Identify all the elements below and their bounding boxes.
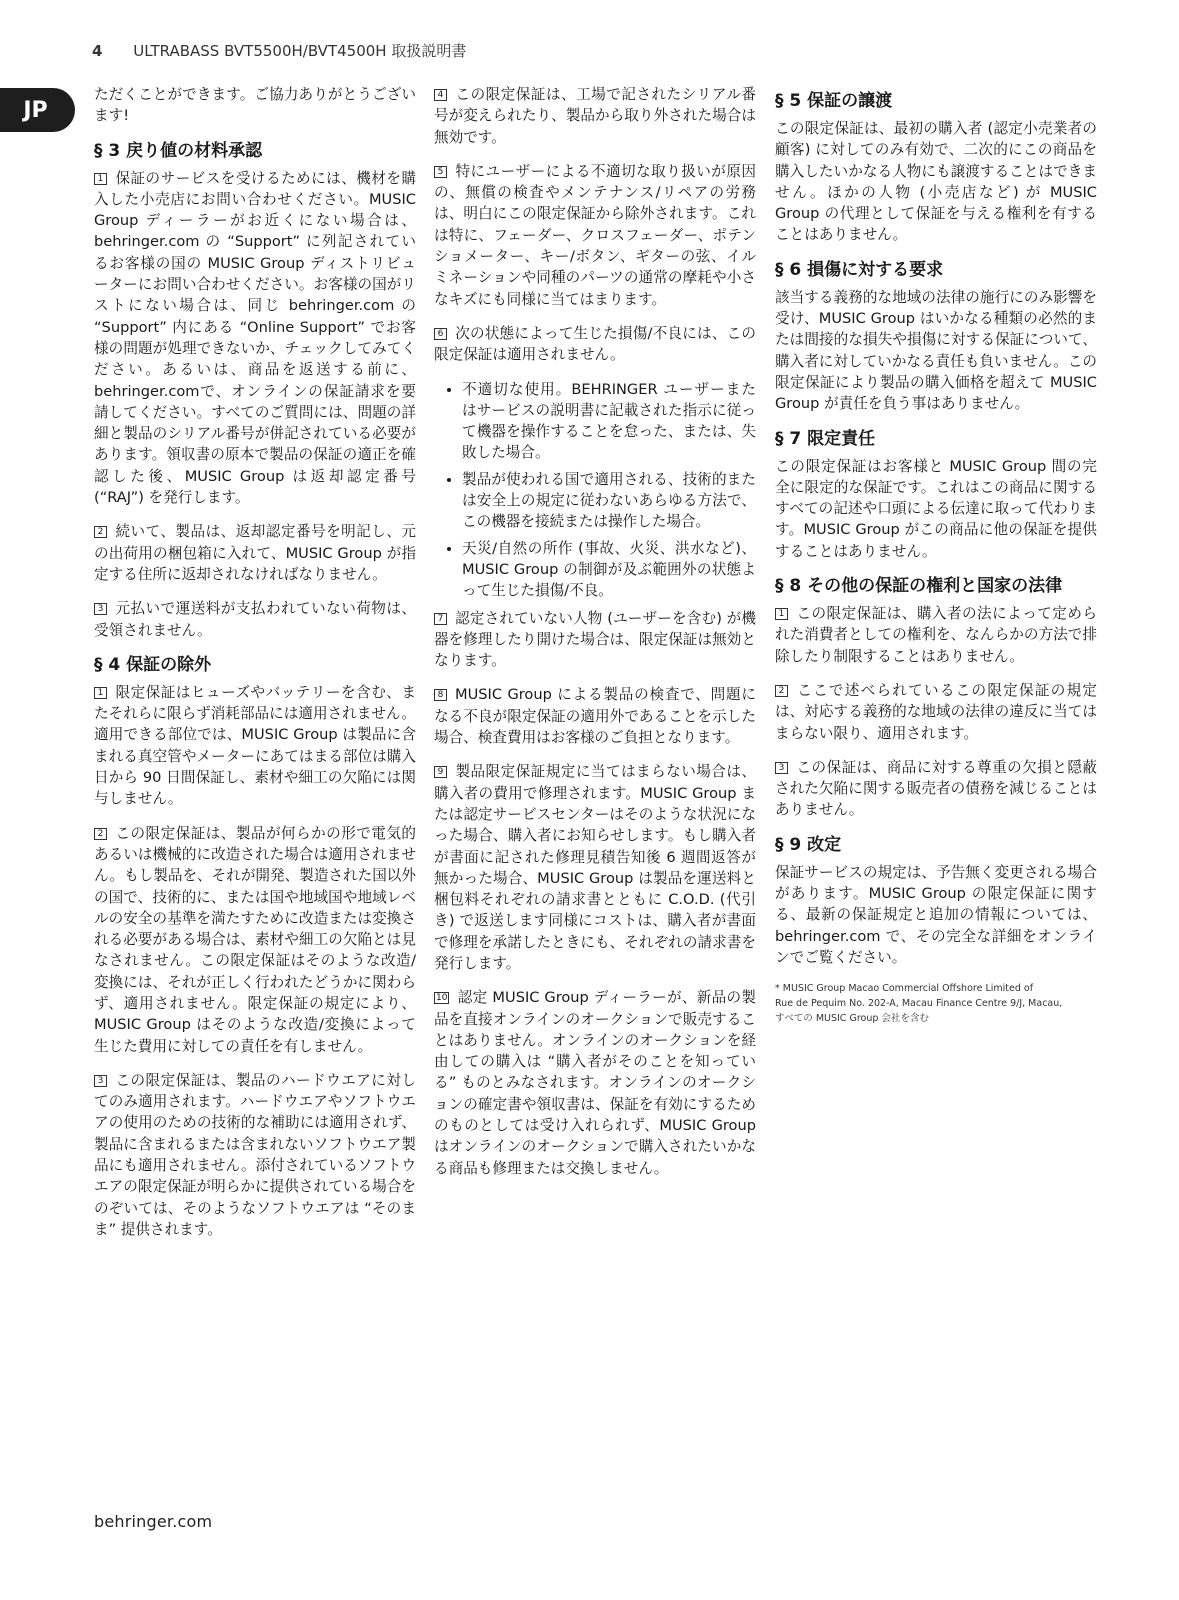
section-4-item xyxy=(434,684,756,748)
item-text: 続いて、製品は、返却認定番号を明記し、元の出荷用の梱包箱に入れて、MUSIC Group が指定する住所に返却されなければなりません。 xyxy=(94,523,416,583)
page-number: 4 xyxy=(92,42,103,60)
column-3 xyxy=(775,84,1097,1026)
section-4-item xyxy=(434,84,756,148)
column-1 xyxy=(94,84,416,1253)
footnote-line: Rue de Pequim No. 202-A, Macau Finance Centre 9/J, Macau, xyxy=(775,998,1063,1010)
item-text: 認定されていない人物 (ユーザーを含む) が機器を修理したり開けた場合は、限定保証は無効となります。 xyxy=(434,609,756,670)
item-number: 7 xyxy=(434,613,447,625)
page-header xyxy=(92,40,466,61)
language-tab: JP xyxy=(0,88,75,132)
item-text: ここで述べられているこの限定保証の規定は、対応する義務的な地域の法律の違反に当てはまらない限り、適用されます。 xyxy=(775,681,1097,742)
section-6-heading: § 6 損傷に対する要求 xyxy=(775,259,944,280)
section-6-text: 該当する義務的な地域の法律の施行にのみ影響を受け、MUSIC Group はいかなる種類の必然的または間接的な損失や損傷に対する保証について、購入者に対していかなる責任も負いません。この限定保証により製品の購入価格を超えて MUSIC Group が責任を負う事はありません。 xyxy=(775,288,1097,413)
section-4-heading: § 4 保証の除外 xyxy=(94,654,212,675)
item-text: この限定保証は、工場で記されたシリアル番号が変えられたり、製品から取り外された場合は無効です。 xyxy=(434,86,756,146)
footnote-line: * MUSIC Group Macao Commercial Offshore Limited of xyxy=(775,983,1034,995)
item-number: 2 xyxy=(94,828,107,840)
item-text: 保証のサービスを受けるためには、機材を購入した小売店にお問い合わせください。MUSIC Group ディーラーがお近くにない場合は、behringer.com の “Support” に列記されているお客様の国の MUSIC Group ディストリビューターにお問い合わせください。お客様の国がリストにない場合は、同じ behringer.com の “Support” 内にある “Online Support” でお客様の問題が処理できないか、チェックしてみてください。あるいは、商品を返送する前に、behringer.comで、オンラインの保証請求を要請してください。すべてのご質問には、問題の詳細と製品のシリアル番号が併記されている必要があります。領収書の原本で製品の保証の適正を確認した後、MUSIC Group は返却認定番号 (“RAJ”) を発行します。 xyxy=(94,169,416,507)
section-3-item xyxy=(94,521,416,585)
section-8-item xyxy=(775,757,1097,821)
item-number: 6 xyxy=(434,328,447,340)
section-4-item xyxy=(434,161,756,310)
section-3-heading: § 3 戻り値の材料承認 xyxy=(94,140,263,161)
item-number: 4 xyxy=(434,89,447,101)
item-number: 2 xyxy=(775,685,788,697)
section-5-heading: § 5 保証の譲渡 xyxy=(775,91,893,111)
section-8-heading: § 8 その他の保証の権利と国家の法律 xyxy=(775,576,1063,597)
section-3-item xyxy=(94,598,416,641)
section-4-item xyxy=(434,608,756,672)
item-text: 特にユーザーによる不適切な取り扱いが原因の、無償の検査やメンテナンス/リペアの労務は、明白にこの限定保証から除外されます。これは特に、フェーダー、クロスフェーダー、ポテンショメーター、キー/ボタン、ギターの弦、イルミネーションや同種のパーツの通常の摩耗や小さなキズにも同様に当てはまります。 xyxy=(434,162,756,308)
item-text: 限定保証はヒューズやバッテリーを含む、またそれらに限らず消耗部品には適用されません。適用できる部位では、MUSIC Group は製品に含まれる真空管やメーターにあてはまる部位は購入日から 90 日間保証し、素材や細工の欠陥には関与しません。 xyxy=(94,683,416,808)
item-number: 1 xyxy=(94,687,107,699)
section-4-item xyxy=(94,1070,416,1240)
list-item: • 天災/自然の所作 (事故、火災、洪水など)、MUSIC Group の制御が及ぶ範囲外の状態よって生じた損傷/不良。 xyxy=(462,538,756,602)
intro-paragraph: ただくことができます。ご協力ありがとうございます! xyxy=(94,86,416,125)
item-number: 3 xyxy=(94,1075,107,1087)
item-text: 認定 MUSIC Group ディーラーが、新品の製品を直接オンラインのオークションで販売することはありません。オンラインのオークションを経由しての購入は “購入者がそのことを知っている” ものとみなされます。オンラインのオークションの確定書や領収書は、保証を有効にするためのものとしては受け入れられず、MUSIC Group はオンラインのオークションで購入されたいかなる商品も修理または交換しません。 xyxy=(434,989,756,1177)
item-text: MUSIC Group による製品の検査で、問題になる不良が限定保証の適用外であることを示した場合、検査費用はお客様のご負担となります。 xyxy=(434,686,756,747)
item-number: 8 xyxy=(434,689,447,701)
section-9-heading: § 9 改定 xyxy=(775,834,842,855)
footnote xyxy=(775,981,1097,1026)
item-text: この限定保証は、製品のハードウエアに対してのみ適用されます。ハードウエアやソフトウエアの使用のための技術的な補助には適用されず、製品に含まれるまたは含まれないソフトウエア製品にも適用されません。添付されているソフトウエアの限定保証が明らかに提供されている場合をのぞいては、そのようなソフトウエアは “そのまま” 提供されます。 xyxy=(94,1071,416,1238)
list-item: • 製品が使われる国で適用される、技術的または安全上の規定に従わないあらゆる方法で、この機器を接続または操作した場合。 xyxy=(462,469,756,533)
document-title: ULTRABASS BVT5500H/BVT4500H 取扱説明書 xyxy=(133,42,467,60)
section-9-text: 保証サービスの規定は、予告無く変更される場合があります。MUSIC Group の限定保証に関する、最新の保証規定と追加の情報については、behringer.com で、その完全な詳細をオンラインでご覧ください。 xyxy=(775,863,1097,966)
column-2 xyxy=(434,84,756,1192)
section-8-item xyxy=(775,680,1097,744)
item-text: この限定保証は、製品が何らかの形で電気的あるいは機械的に改造された場合は適用されません。もし製品を、それが開発、製造された国以外の国で、技術的に、または国や地域国や地域レベルの安全の基準を満たすために改造または変換される必要がある場合は、素材や細工の欠陥とは見なされません。この限定保証はそのような改造/変換には、それが正しく行われたどうかに関わらず、適用されません。限定保証の規定により、MUSIC Group はそのような改造/変換によって生じた費用に対しての責任を有しません。 xyxy=(94,824,416,1055)
item-number: 1 xyxy=(94,173,107,185)
section-4-item xyxy=(94,682,416,810)
item-text: この保証は、商品に対する尊重の欠損と隠蔽された欠陥に関する販売者の債務を減じることはありません。 xyxy=(775,758,1097,819)
item-number: 5 xyxy=(434,166,447,178)
item-number: 10 xyxy=(436,993,448,1004)
item-text: 次の状態によって生じた損傷/不良には、この限定保証は適用されません。 xyxy=(434,324,756,364)
item-number: 2 xyxy=(94,526,107,538)
section-4-item xyxy=(434,987,756,1179)
item-text: 製品限定保証規定に当てはまらない場合は、購入者の費用で修理されます。MUSIC Group または認定サービスセンターはそのような状況になった場合、購入者にお知らせします。もし購入者が書面に記された修理見積告知後 6 週間返答が無かった場合、MUSIC Group は製品を運送料と梱包料それぞれの請求書とともに C.O.D. (代引き) で返送します同様にコストは、購入者が書面で修理を承諾したときにも、それぞれの請求書を発行します。 xyxy=(434,763,756,972)
section-5-text: この限定保証は、最初の購入者 (認定小売業者の顧客) に対してのみ有効で、二次的にこの商品を購入したいかなる人物にも譲渡することはできません。ほかの人物 (小売店など) が MUSIC Group の代理として保証を与える権利を有することはありません。 xyxy=(775,120,1097,244)
item-number: 3 xyxy=(775,762,788,774)
item-number: 3 xyxy=(94,603,107,615)
section-3-item xyxy=(94,168,416,509)
footnote-line: すべての MUSIC Group 会社を含む xyxy=(775,1013,929,1025)
section-4-item xyxy=(94,823,416,1057)
item-number: 9 xyxy=(434,766,447,778)
section-4-item xyxy=(434,761,756,974)
item-number: 1 xyxy=(775,608,788,620)
exclusion-bullet-list xyxy=(434,379,756,602)
item-text: この限定保証は、購入者の法によって定められた消費者としての権利を、なんらかの方法で排除したり制限することはありません。 xyxy=(775,605,1097,665)
list-item: • 不適切な使用。BEHRINGER ユーザーまたはサービスの説明書に記載された指示に従って機器を操作することを怠った、または、失敗した場合。 xyxy=(462,379,756,464)
section-7-text: この限定保証はお客様と MUSIC Group 間の完全に限定的な保証です。これはこの商品に関するすべての記述や口頭による伝達に取って代わります。MUSIC Group がこの商品に他の保証を提供することはありません。 xyxy=(775,457,1097,560)
section-4-item xyxy=(434,323,756,366)
item-text: 元払いで運送料が支払われていない荷物は、受領されません。 xyxy=(94,600,416,639)
section-8-item xyxy=(775,603,1097,667)
footer-website: behringer.com xyxy=(94,1512,213,1531)
section-7-heading: § 7 限定責任 xyxy=(775,428,876,449)
